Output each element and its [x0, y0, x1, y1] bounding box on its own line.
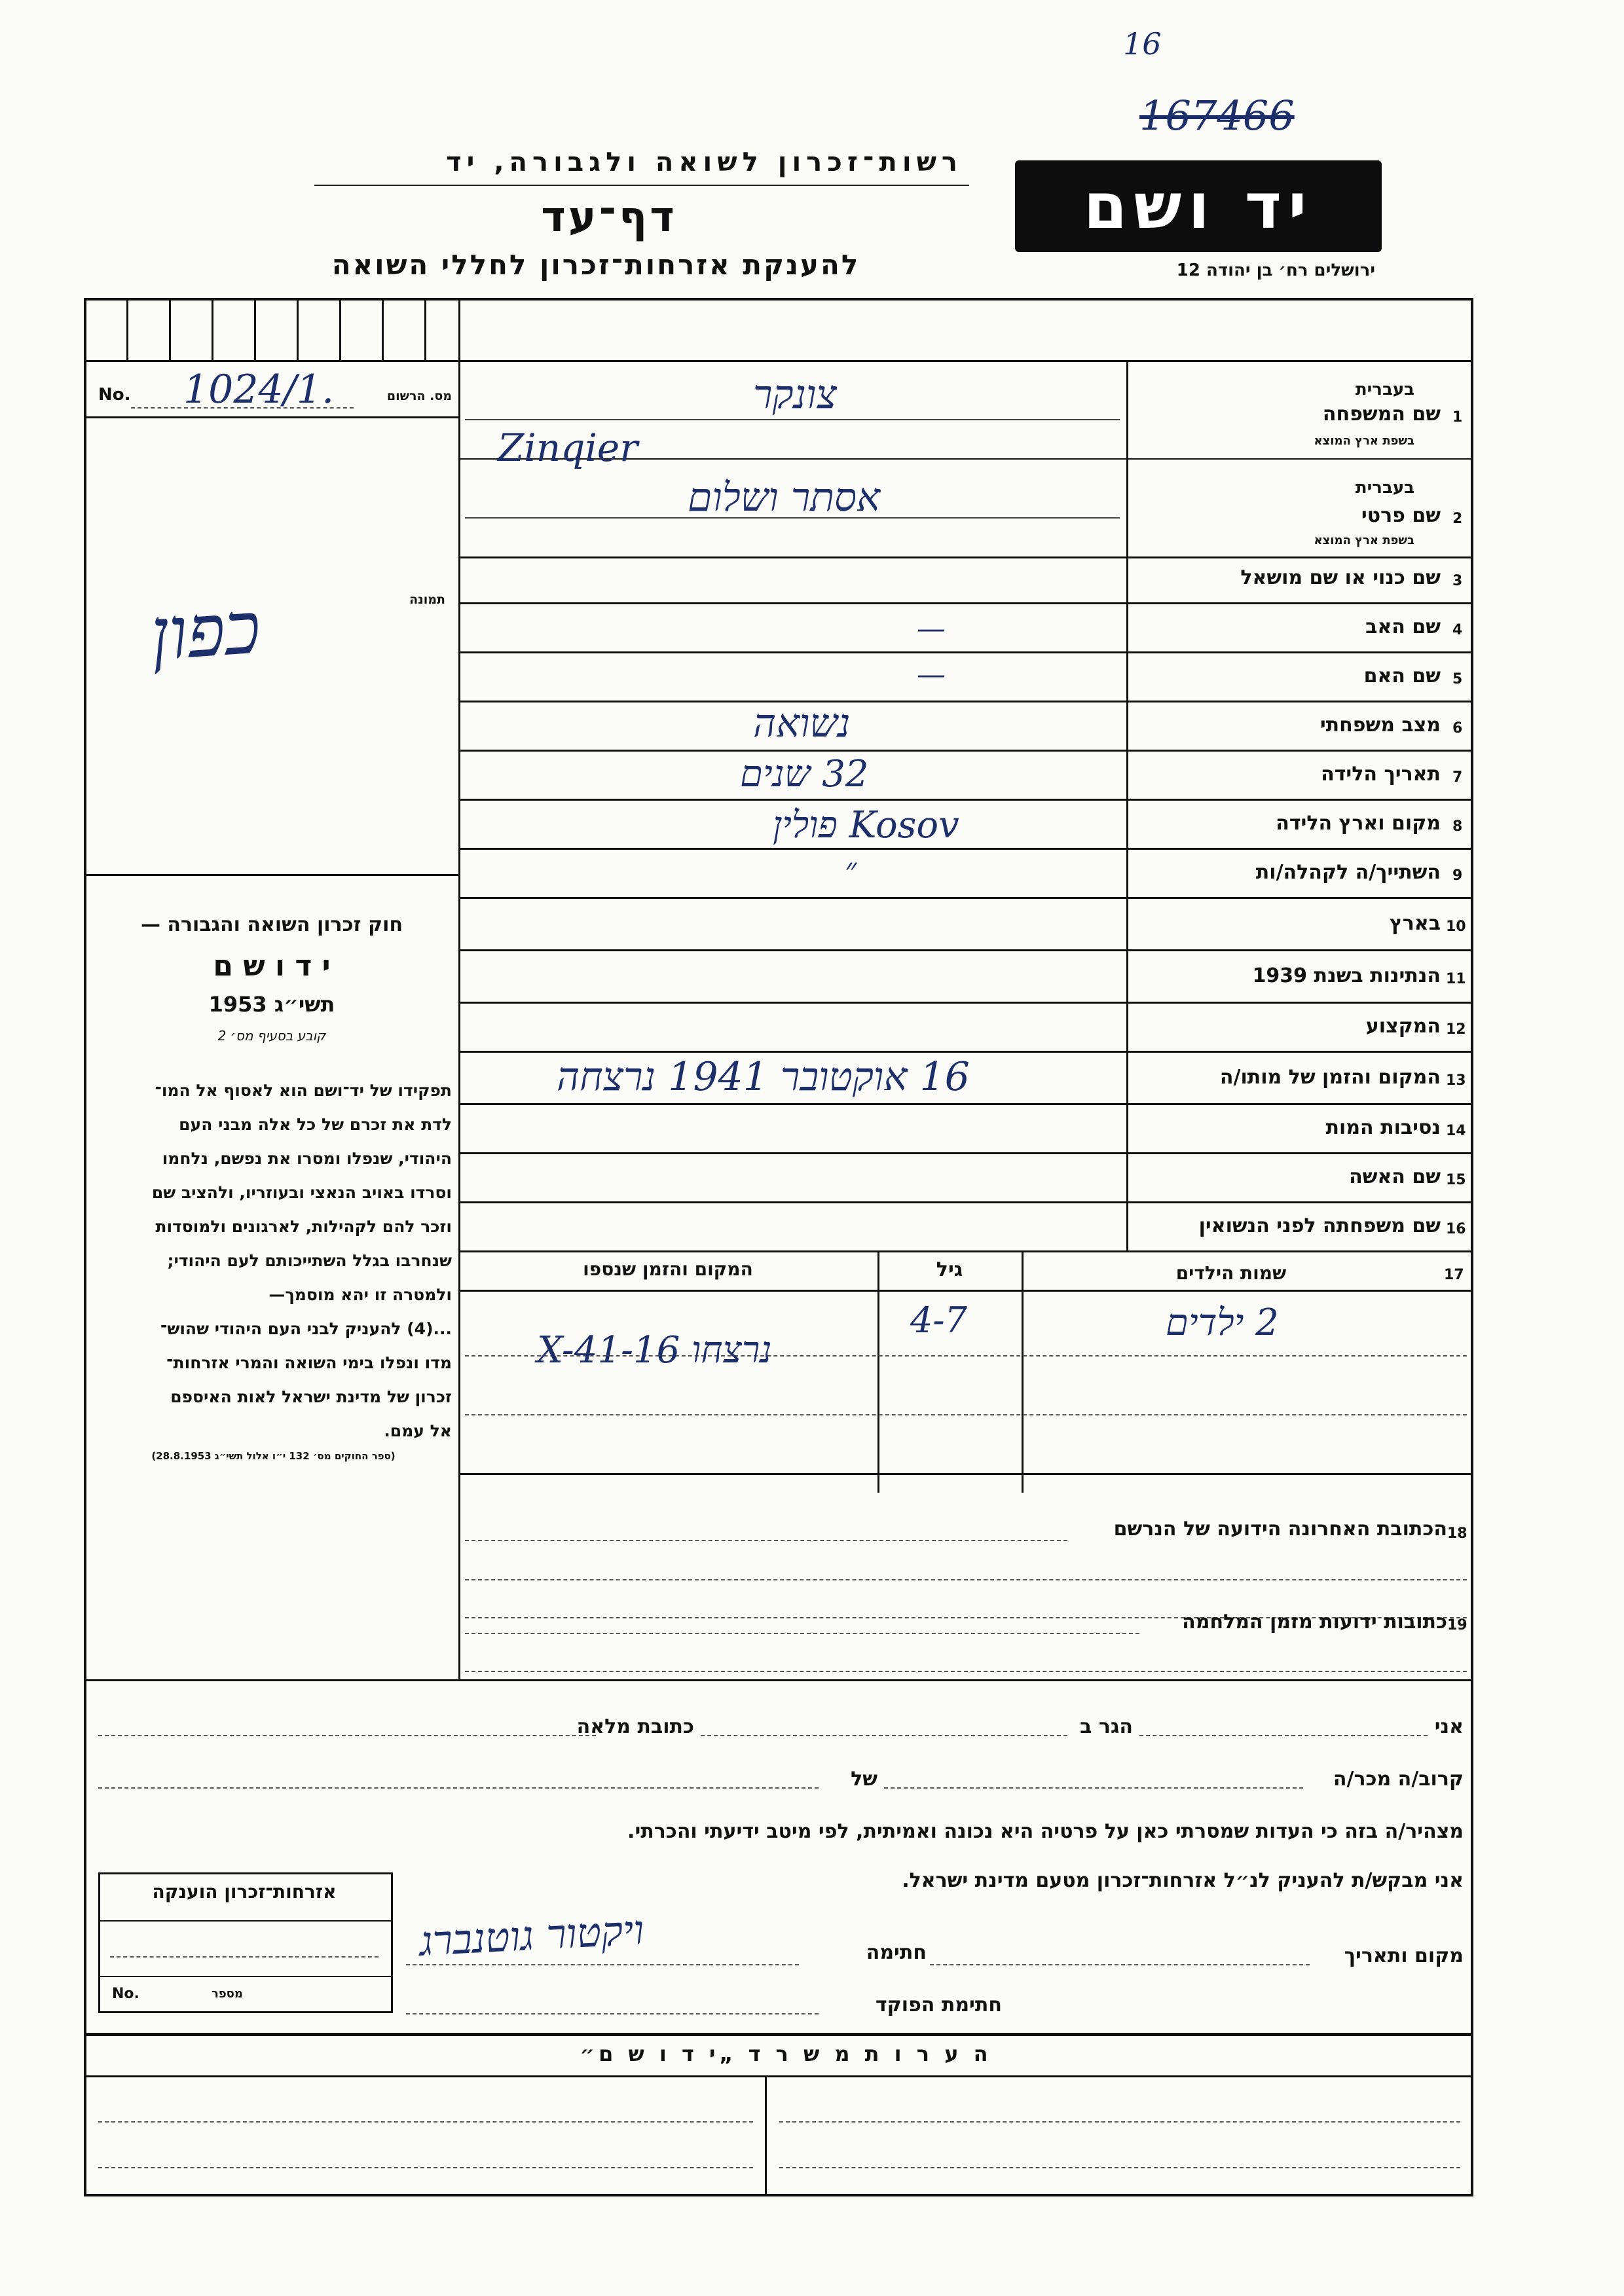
archive-number: 167466 [1139, 92, 1295, 139]
law-title: חוק זכרון השואה והגבורה — [140, 913, 403, 936]
decl-signature-label: חתימה [866, 1941, 927, 1964]
field-num-14: 14 [1446, 1123, 1466, 1139]
law-text [95, 1074, 452, 1448]
decl-of-label: של [851, 1768, 877, 1791]
law-clause-ref: קובע בסעיף מס׳ 2 [217, 1028, 326, 1044]
citizenship-box [98, 1872, 393, 2013]
law-line: וסרדו באויב הנאצי ובעוזריו, ולהציב שם [151, 1183, 452, 1202]
child-row-place[interactable]: נרצחו 16-X-41 [537, 1329, 772, 1372]
authority-underline [314, 185, 969, 186]
law-line: מדו ונפלו בימי השואה והמרי אזרחות־ [166, 1353, 452, 1372]
field-label-4: שם האב [1365, 615, 1441, 638]
law-line: זכרון של מדינת ישראל לאות האיספם [170, 1387, 452, 1406]
registration-number: 1024/1. [183, 367, 335, 412]
children-col-place: המקום והזמן שנספו [583, 1258, 753, 1280]
field-value-2-hebrew: אסתר ושלום [688, 475, 880, 520]
law-line: וזכר להם לקהילות, לארגונים ולמוסדות [155, 1217, 452, 1236]
field-num-5: 5 [1452, 671, 1463, 687]
field-value-1-hebrew: צונקר [753, 372, 837, 418]
field-label-1: שם המשפחה [1322, 403, 1441, 426]
yad-vashem-logo [1015, 160, 1382, 252]
field-value-7: 32 שנים [740, 753, 869, 795]
field-label-5: שם האם [1363, 665, 1441, 687]
field-num-10: 10 [1446, 919, 1466, 935]
child-row-name[interactable]: 2 ילדים [1166, 1302, 1279, 1344]
registration-label: מס. הרשום [386, 389, 452, 403]
address-num-18: 18 [1447, 1525, 1467, 1542]
field-sub1-2: בעברית [1355, 478, 1414, 498]
field-num-8: 8 [1452, 818, 1463, 835]
law-line: לדת את זכרם של כל אלה מבני העם [179, 1115, 452, 1134]
field-num-3: 3 [1452, 573, 1463, 589]
photo-handwritten: כפון [147, 585, 263, 677]
field-sub1-1: בעברית [1355, 380, 1414, 399]
field-label-15: שם האשה [1349, 1165, 1441, 1188]
field-num-7: 7 [1452, 769, 1463, 786]
field-num-12: 12 [1446, 1021, 1466, 1038]
law-line: ולמטרה זו יהא מוסמך— [268, 1285, 452, 1304]
decl-statement: מצהיר/ה בזה כי העדות שמסרתי כאן על פרטיה היא נכונה ואמיתית, לפי מיטב ידיעתי והכרתי. [627, 1820, 1464, 1843]
law-line: אל עמם. [384, 1421, 452, 1440]
field-label-14: נסיבות המות [1325, 1116, 1441, 1139]
field-num-9: 9 [1452, 867, 1463, 884]
field-label-2: שם פרטי [1361, 504, 1441, 527]
address-label-19: כתובות ידועות מזמן המלחמה [1182, 1611, 1447, 1633]
field-label-3: שם כנוי או שם מושאל [1240, 566, 1441, 589]
registration-digit-boxes [84, 298, 458, 360]
field-label-11: הנתינות בשנת 1939 [1252, 964, 1441, 987]
law-line: שנחרבו בגלל השתייכותם לעם היהודי; [167, 1251, 452, 1270]
field-label-16: שם משפחתה לפני הנשואין [1198, 1214, 1441, 1237]
photo-label: תמונה [409, 592, 445, 607]
decl-full-address-label: כתובת מלאה [576, 1715, 694, 1738]
form-subtitle: להענקת אזרחות־זכרון לחללי השואה [331, 249, 860, 281]
citizenship-title: אזרחות־זכרון הוענקה [152, 1881, 337, 1903]
field-label-10: בארץ [1389, 912, 1441, 935]
law-line: היהודי, שנפלו ומסרו את נפשם, נלחמו [162, 1149, 452, 1168]
corner-number: 16 [1123, 26, 1162, 62]
authority-name: רשות־זכרון לשואה ולגבורה, יד [446, 147, 963, 177]
law-year: תשי״ג 1953 [208, 992, 335, 1017]
decl-resident-label: הגר ב [1080, 1715, 1133, 1738]
address-label-18: הכתובת האחרונה הידועה של הנרשם [1113, 1518, 1447, 1540]
field-num-16: 16 [1446, 1221, 1466, 1237]
decl-request: אני מבקש/ת להעניק לנ״ל אזרחות־זכרון מטעם מדינת ישראל. [902, 1869, 1464, 1892]
decl-signature-value: ויקטור גוטנברג [418, 1906, 646, 1965]
children-col-names: שמות הילדים [1175, 1262, 1287, 1284]
field-value-5: — [917, 658, 946, 691]
citizenship-no-label: No. [112, 1986, 139, 2002]
field-num-13: 13 [1446, 1072, 1466, 1089]
decl-i-label: אני [1434, 1715, 1464, 1738]
field-num-1: 1 [1452, 409, 1463, 426]
law-name: י ד ו ש ם [213, 949, 331, 983]
field-label-13: המקום והזמן של מותו/ה [1219, 1066, 1441, 1089]
field-sub2-2: בשפת ארץ המוצא [1314, 534, 1414, 547]
field-num-6: 6 [1452, 720, 1463, 737]
form-title: דף־עד [541, 193, 677, 242]
law-line: ...(4) להעניק לבני העם היהודי שהוש־ [160, 1319, 452, 1338]
field-value-8: Kosov פולין [773, 804, 959, 847]
law-line: תפקידו של יד־ושם הוא לאסוף אל המו־ [155, 1081, 452, 1100]
law-source: (ספר החוקים מס׳ 132 י״ו אלול תשי״ג 28.8.1953) [151, 1450, 396, 1462]
field-label-6: מצב משפחתי [1320, 714, 1441, 737]
field-value-4: — [917, 612, 946, 646]
field-value-9: ״ [845, 851, 857, 888]
field-num-2: 2 [1452, 511, 1463, 527]
field-label-12: המקצוע [1365, 1015, 1441, 1038]
field-label-9: השתייך/ה לקהלה/ות [1255, 861, 1441, 884]
field-label-8: מקום וארץ הלידה [1276, 812, 1441, 835]
address-line: ירושלים רח׳ בן יהודה 12 [1176, 261, 1375, 280]
registration-no-label: No. [98, 385, 131, 405]
decl-relative-label: קרוב/ה מכר/ה [1333, 1768, 1464, 1791]
citizenship-number-label: מספר [212, 1987, 243, 2001]
field-num-4: 4 [1452, 622, 1463, 638]
address-num-19: 19 [1447, 1617, 1467, 1633]
field-num-11: 11 [1446, 971, 1466, 987]
decl-officer-label: חתימת הפוקד [876, 1994, 1002, 2016]
field-sub2-1: בשפת ארץ המוצא [1314, 434, 1414, 448]
children-col-age: גיל [936, 1258, 963, 1281]
office-notes-title: ה ע ר ו ת מ ש ר ד „י ד ו ש ם״ [580, 2041, 992, 2066]
field-label-7: תאריך הלידה [1321, 763, 1441, 786]
field-value-6: נשואה [753, 701, 851, 746]
field-value-13: 16 אוקטובר 1941 נרצחה [557, 1054, 970, 1100]
decl-place-date-label: מקום ותאריך [1344, 1944, 1464, 1967]
children-num: 17 [1444, 1267, 1464, 1283]
logo-text: יד ושם [1083, 170, 1314, 243]
field-value-1-latin: Zinqier [498, 426, 638, 470]
field-num-15: 15 [1446, 1172, 1466, 1188]
child-row-age[interactable]: 4-7 [910, 1300, 967, 1341]
